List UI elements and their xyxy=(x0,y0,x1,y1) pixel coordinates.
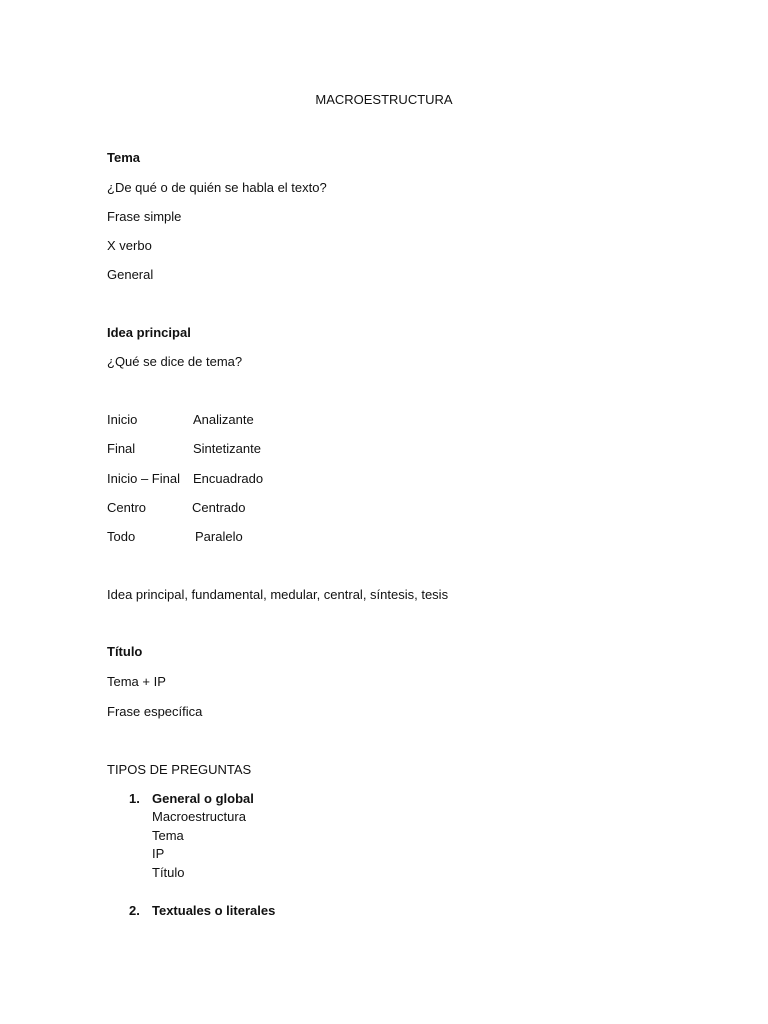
list-subitem: IP xyxy=(152,846,165,861)
type-label: Analizante xyxy=(193,412,254,427)
tema-line-general: General xyxy=(107,267,154,282)
document-title: MACROESTRUCTURA xyxy=(315,92,453,107)
tipos-heading: TIPOS DE PREGUNTAS xyxy=(107,762,252,777)
tema-line-x-verbo: X verbo xyxy=(107,238,152,253)
position-label: Inicio – Final xyxy=(107,471,180,486)
position-label: Centro xyxy=(107,500,147,515)
list-subitem: Macroestructura xyxy=(152,809,246,824)
position-label: Inicio xyxy=(107,412,138,427)
tema-line-frase-simple: Frase simple xyxy=(107,209,182,224)
tema-line-question: ¿De qué o de quién se habla el texto? xyxy=(107,180,327,195)
tema-heading: Tema xyxy=(107,150,140,165)
titulo-line-frase-especifica: Frase específica xyxy=(107,704,203,719)
list-item-label: General o global xyxy=(152,791,254,806)
idea-principal-heading: Idea principal xyxy=(107,325,191,340)
list-subitem: Tema xyxy=(152,828,184,843)
idea-principal-question: ¿Qué se dice de tema? xyxy=(107,354,243,369)
position-label: Todo xyxy=(107,529,136,544)
position-label: Final xyxy=(107,441,136,456)
list-item-number: 2. xyxy=(129,903,140,918)
type-label: Encuadrado xyxy=(193,471,264,486)
type-label: Sintetizante xyxy=(193,441,261,456)
list-item-number: 1. xyxy=(129,791,140,806)
titulo-line-tema-ip: Tema + IP xyxy=(107,674,166,689)
type-label: Centrado xyxy=(192,500,246,515)
type-label: Paralelo xyxy=(195,529,243,544)
idea-principal-synonyms: Idea principal, fundamental, medular, central, síntesis, tesis xyxy=(107,587,449,602)
list-item-label: Textuales o literales xyxy=(152,903,276,918)
titulo-heading: Título xyxy=(107,644,143,659)
list-subitem: Título xyxy=(152,865,185,880)
